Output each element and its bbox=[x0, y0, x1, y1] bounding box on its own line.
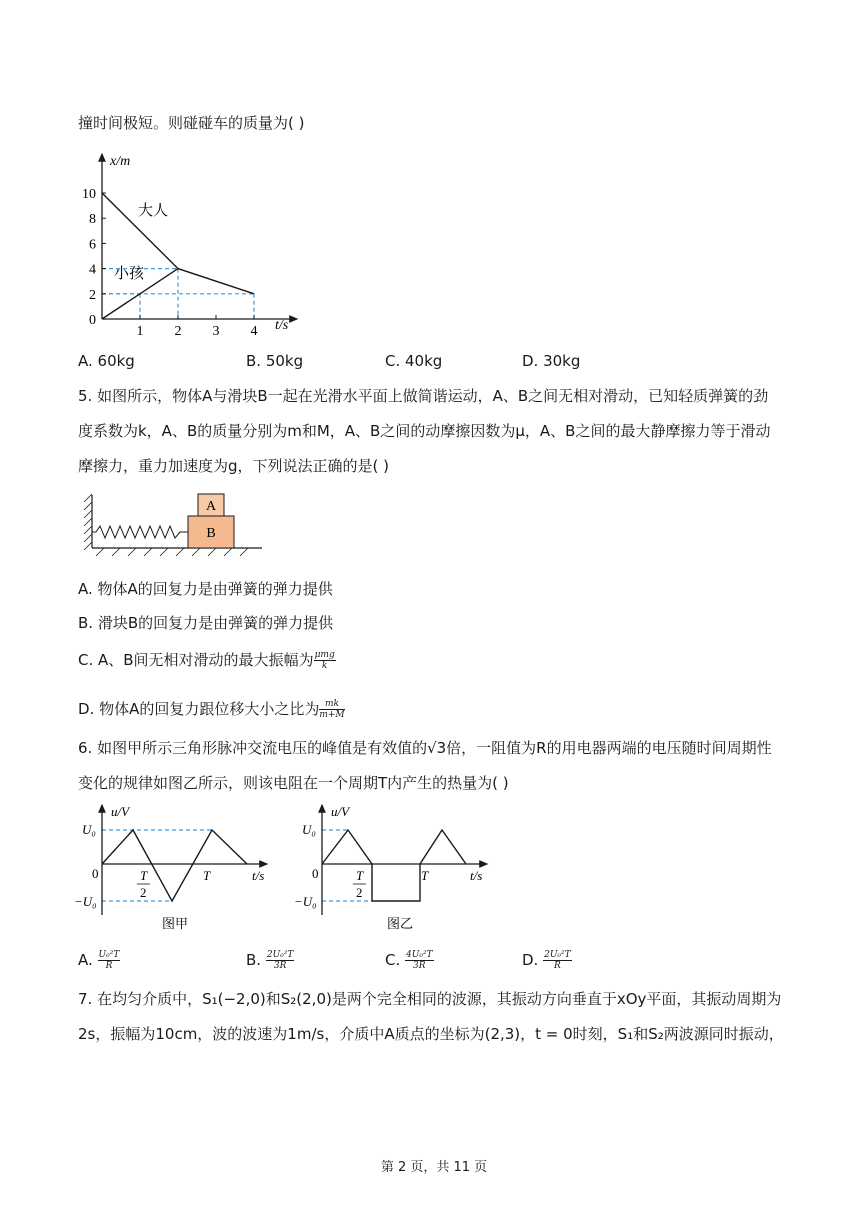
svg-text:2: 2 bbox=[140, 885, 147, 900]
svg-text:U₀: U₀ bbox=[82, 822, 96, 837]
q7-stem-line2: 2s，振幅为10cm，波的波速为1m/s，介质中A质点的坐标为(2,3)，t = 0时刻，S₁和S₂两波源同时振动， bbox=[78, 1025, 784, 1043]
y-tick-label: 2 bbox=[89, 287, 96, 303]
svg-text:T: T bbox=[356, 868, 364, 883]
svg-text:图甲: 图甲 bbox=[162, 916, 189, 931]
svg-text:0: 0 bbox=[92, 866, 99, 881]
q7-stem-line1: 7. 在均匀介质中，S₁(−2,0)和S₂(2,0)是两个完全相同的波源，其振动方向垂直于xOy平面，其振动周期为 bbox=[78, 990, 782, 1008]
q6-figure-jia bbox=[72, 800, 282, 938]
q5-option-a[interactable]: A. 物体A的回复力是由弹簧的弹力提供 bbox=[78, 580, 333, 598]
svg-text:图乙: 图乙 bbox=[387, 916, 414, 931]
svg-text:T: T bbox=[140, 868, 148, 883]
q5-stem-line2: 度系数为k，A、B的质量分别为m和M，A、B之间的动摩擦因数为μ，A、B之间的最大静摩擦力等于滑动 bbox=[78, 422, 771, 440]
svg-text:−U₀: −U₀ bbox=[74, 894, 97, 909]
child-label: 小孩 bbox=[114, 266, 145, 282]
option-c-fraction: $\frac{\text{μmg}}{k}$ bbox=[314, 650, 335, 671]
q6-stem-line2: 变化的规律如图乙所示，则该电阻在一个周期T内产生的热量为( ) bbox=[78, 774, 509, 792]
y-tick-label: 4 bbox=[89, 262, 96, 278]
q4-option-b[interactable]: B. 50kg bbox=[246, 352, 304, 370]
svg-text:u/V: u/V bbox=[111, 804, 130, 819]
q6-figure-yi bbox=[292, 800, 502, 938]
svg-text:t/s: t/s bbox=[470, 868, 483, 883]
y-tick-label: 8 bbox=[89, 212, 96, 228]
svg-text:A: A bbox=[205, 499, 217, 514]
q4-position-time-graph bbox=[72, 148, 312, 338]
q4-stem-tail: 撞时间极短。则碰碰车的质量为( ) bbox=[78, 114, 305, 132]
x-tick-label: 3 bbox=[212, 324, 220, 338]
q5-option-b[interactable]: B. 滑块B的回复力是由弹簧的弹力提供 bbox=[78, 614, 334, 632]
adult-label: 大人 bbox=[138, 203, 169, 219]
svg-text:0: 0 bbox=[312, 866, 319, 881]
page-footer: 第 2 页，共 11 页 bbox=[380, 1160, 488, 1175]
q6-option-c[interactable]: C. $\frac{\text{4U₀²T}}{3R}$ bbox=[385, 950, 433, 971]
q5-option-c[interactable]: C. A、B间无相对滑动的最大振幅为 $\frac{\text{μmg}}{k}$ bbox=[78, 650, 335, 671]
x-tick-label: 1 bbox=[136, 324, 144, 338]
q6-option-a[interactable]: A. $\frac{\text{U₀²T}}{R}$ bbox=[78, 950, 120, 971]
svg-text:2: 2 bbox=[356, 885, 363, 900]
pulse-wave bbox=[322, 830, 466, 901]
svg-text:u/V: u/V bbox=[331, 804, 350, 819]
q4-option-a[interactable]: A. 60kg bbox=[78, 352, 135, 370]
y-tick-label: 0 bbox=[89, 313, 96, 328]
q5-stem-line3: 摩擦力，重力加速度为g，下列说法正确的是( ) bbox=[78, 457, 389, 475]
q5-stem-line1: 5. 如图所示，物体A与滑块B一起在光滑水平面上做简谐运动，A、B之间无相对滑动，已知轻质弹簧的劲 bbox=[78, 387, 769, 405]
spring bbox=[92, 526, 188, 538]
triangle-wave bbox=[102, 830, 247, 901]
option-d-fraction: $\frac{mk}{m+M}$ bbox=[319, 699, 345, 720]
y-tick-label: 6 bbox=[89, 237, 96, 253]
q6-option-d[interactable]: D. $\frac{\text{2U₀²T}}{R}$ bbox=[522, 950, 571, 971]
svg-text:t/s: t/s bbox=[252, 868, 265, 883]
svg-text:−U₀: −U₀ bbox=[294, 894, 317, 909]
svg-text:T: T bbox=[203, 868, 211, 883]
x-tick-label: 2 bbox=[174, 324, 182, 338]
svg-text:U₀: U₀ bbox=[302, 822, 316, 837]
svg-text:T: T bbox=[421, 868, 429, 883]
x-tick-label: 4 bbox=[250, 324, 258, 338]
q5-option-d[interactable]: D. 物体A的回复力跟位移大小之比为 $\frac{mk}{m+M}$ bbox=[78, 699, 345, 720]
q6-stem-line1: 6. 如图甲所示三角形脉冲交流电压的峰值是有效值的√3倍，一阻值为R的用电器两端的电压随时间周期性 bbox=[78, 739, 772, 757]
y-tick-label: 10 bbox=[82, 187, 96, 202]
q4-option-c[interactable]: C. 40kg bbox=[385, 352, 443, 370]
svg-text:B: B bbox=[206, 526, 216, 541]
q6-option-b[interactable]: B. $\frac{\text{2U₀²T}}{3R}$ bbox=[246, 950, 294, 971]
q4-option-d[interactable]: D. 30kg bbox=[522, 352, 581, 370]
x-axis-label: t/s bbox=[275, 318, 289, 333]
q5-spring-block-figure bbox=[82, 490, 267, 560]
y-axis-label: x/m bbox=[110, 154, 131, 169]
